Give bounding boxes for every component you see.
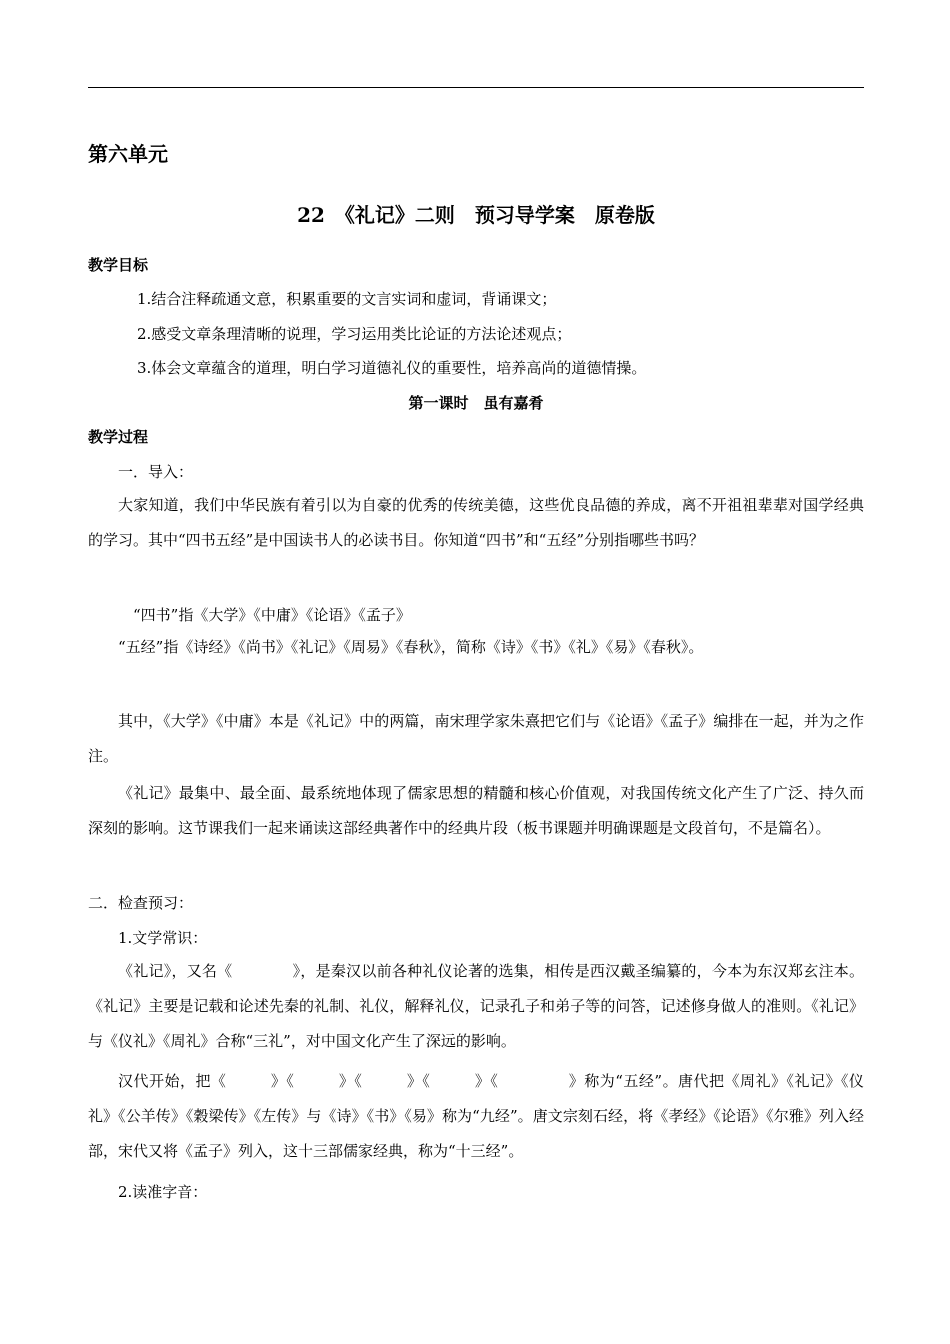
- pron-label: 2.读准字音：: [118, 1183, 208, 1201]
- lit-text-sep: 》《: [474, 1072, 499, 1090]
- lit-text-sep: 》《: [270, 1072, 295, 1090]
- unit-title: 第六单元: [88, 142, 168, 166]
- period-title: 第一课时 虽有嘉肴: [408, 394, 544, 412]
- objectives-heading: 教学目标: [88, 256, 149, 274]
- intro-paragraph-2: 其中，《大学》《中庸》本是《礼记》中的两篇，南宋理学家朱熹把它们与《论语》《孟子》编排在一起，并为之作注。: [88, 712, 864, 765]
- lit-text-sep: 》《: [338, 1072, 363, 1090]
- lit-text-a: 《礼记》，又名《: [118, 962, 233, 980]
- lit-paragraph-2: [88, 1064, 864, 1169]
- objective-item: 2.感受文章条理清晰的说理，学习运用类比论证的方法论述观点；: [137, 325, 572, 343]
- lit-text-c: 》称为“五经”。唐代把《周礼》《礼记》《仪礼》《公羊传》《穀梁传》《左传》与《诗》《书》《易》称为“九经”。唐文宗刻石经，将《孝经》《论语》《尔雅》列入经部，宋代又将《孟子》列入，这十三部儒家经典，称为“十三经”。: [88, 1072, 864, 1160]
- lit-label: 1.文学常识：: [118, 929, 208, 947]
- preview-label: 二．检查预习：: [88, 894, 194, 912]
- objective-item: 3.体会文章蕴含的道理，明白学习道德礼仪的重要性，培养高尚的道德情操。: [137, 359, 647, 377]
- intro-paragraph: 大家知道，我们中华民族有着引以为自豪的优秀的传统美德，这些优良品德的养成，离不开祖祖辈辈对国学经典的学习。其中“四书五经”是中国读书人的必读书目。你知道“四书”和“五经”分别指哪些书吗？: [88, 496, 864, 549]
- objective-item: 1.结合注释疏通文意，积累重要的文言实词和虚词，背诵课文；: [137, 290, 557, 308]
- lesson-title: 22 《礼记》二则 预习导学案 原卷版: [297, 203, 655, 227]
- header-rule: [88, 87, 864, 88]
- lit-text-b: 》，是秦汉以前各种礼仪论著的选集，相传是西汉戴圣编纂的，今本为东汉郑玄注本。《礼记》主要是记载和论述先秦的礼制、礼仪，解释礼仪，记录孔子和弟子等的问答，记述修身做人的准则。《礼记》与《仪礼》《周礼》合称“三礼”，对中国文化产生了深远的影响。: [88, 962, 864, 1050]
- lit-text-a: 汉代开始，把《: [118, 1072, 227, 1090]
- intro-paragraph-3: 《礼记》最集中、最全面、最系统地体现了儒家思想的精髓和核心价值观，对我国传统文化产生了广泛、持久而深刻的影响。这节课我们一起来诵读这部经典著作中的经典片段（板书课题并明确课题是文段首句，不是篇名）。: [88, 784, 864, 837]
- process-heading: 教学过程: [88, 428, 149, 446]
- lit-paragraph-1: [88, 954, 864, 1059]
- five-classics-paragraph: “五经”指《诗经》《尚书》《礼记》《周易》《春秋》，简称《诗》《书》《礼》《易》《春秋》。: [118, 638, 704, 656]
- four-books-line: “四书”指《大学》《中庸》《论语》《孟子》: [133, 606, 411, 624]
- intro-label: 一．导入：: [118, 463, 194, 481]
- lit-text-sep: 》《: [406, 1072, 431, 1090]
